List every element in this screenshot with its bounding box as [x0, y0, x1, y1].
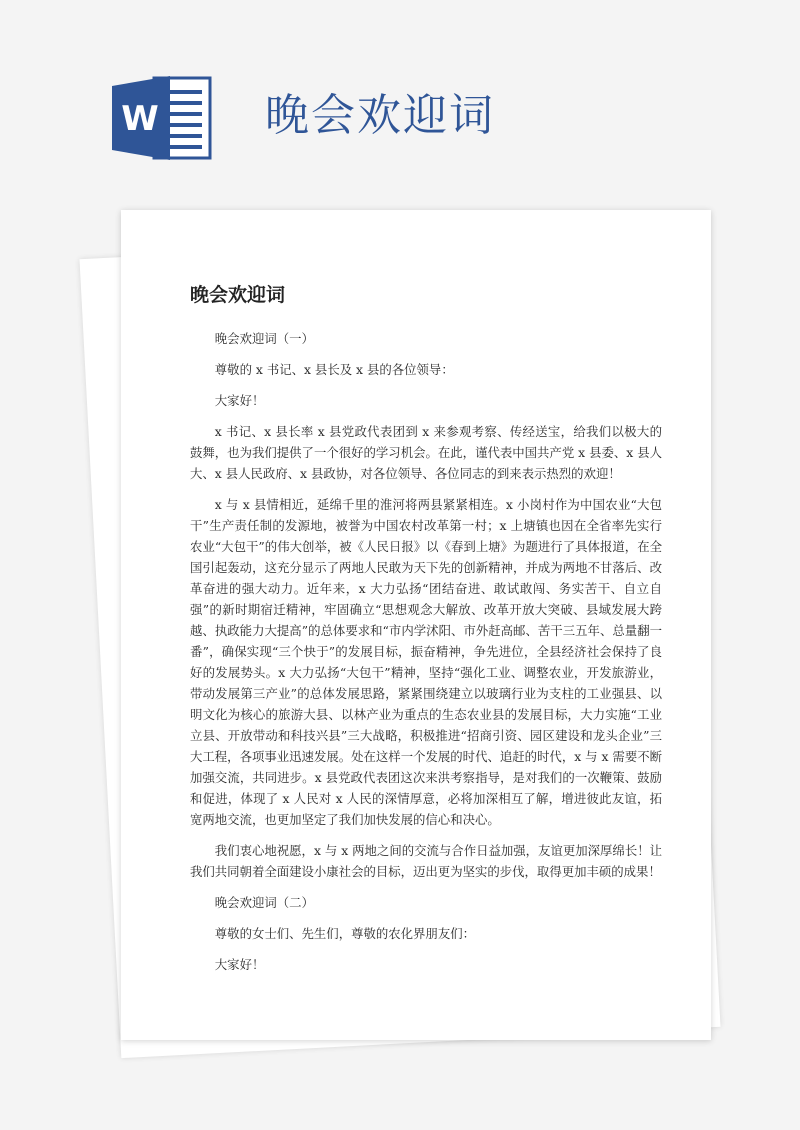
word-logo-letter: W	[121, 99, 159, 139]
greeting: 大家好！	[214, 393, 265, 408]
document-title: 晚会欢迎词	[190, 284, 286, 306]
greeting: 大家好！	[214, 957, 265, 972]
page-title: 晚会欢迎词	[265, 90, 495, 141]
word-document-icon	[112, 74, 212, 162]
body-paragraph: x 与 x 县情相近，延绵千里的淮河将两县紧紧相连。x 小岗村作为中国农业“大包干”生产责任制的发源地，被誉为中国农村改革第一村；x 上塘镇也因在全省率先实行农业“大包干”的伟大创举，被《人民日报》以《春到上塘》为题进行了具体报道，在全国引起轰动，这充分显示了两地人民敢为天下先的创新精神，并成为两地不甘落后、改革奋进的强大动力。近年来，x 大力弘扬“团结奋进、敢试敢闯、务实苦干、自立自强”的新时期宿迁精神，牢固确立“思想观念大解放、改革开放大突破、县域发展大跨越、执政能力大提高”的总体要求和“市内学沭阳、市外赶高邮、苦干三五年、总量翻一番”，确保实现“三个快于”的发展目标，振奋精神，争先进位，全县经济社会保持了良好的发展势头。x 大力弘扬“大包干”精神，坚持“强化工业、调整农业，开发旅游业，带动发展第三产业”的总体发展思路，紧紧围绕建立以玻璃行业为支柱的工业强县、以明文化为核心的旅游大县、以林产业为重点的生态农业县的发展目标，大力实施“工业立县、开放带动和科技兴县”三大战略，积极推进“招商引资、园区建设和龙头企业”三大工程，各项事业迅速发展。处在这样一个发展的时代、追赶的时代，x 与 x 需要不断加强交流，共同进步。x 县党政代表团这次来洪考察指导，是对我们的一次鞭策、鼓励和促进，体现了 x 人民对 x 人民的深情厚意，必将加深相互了解，增进彼此友谊，拓宽两地交流，也更加坚定了我们加快发展的信心和决心。	[190, 497, 662, 827]
section-heading-1: 晚会欢迎词（一）	[214, 331, 314, 346]
document-body	[190, 328, 662, 985]
salutation: 尊敬的女士们、先生们，尊敬的农化界朋友们：	[214, 926, 475, 941]
document-page	[121, 210, 711, 1040]
body-paragraph: 我们衷心地祝愿，x 与 x 两地之间的交流与合作日益加强，友谊更加深厚绵长！让我们共同朝着全面建设小康社会的目标，迈出更为坚实的步伐，取得更加丰硕的成果！	[190, 843, 662, 879]
body-paragraph: x 书记、x 县长率 x 县党政代表团到 x 来参观考察、传经送宝，给我们以极大的鼓舞，也为我们提供了一个很好的学习机会。在此，谨代表中国共产党 x 县委、x 县人大、x 县人民政府、x 县政协，对各位领导、各位同志的到来表示热烈的欢迎！	[190, 424, 662, 481]
section-heading-2: 晚会欢迎词（二）	[214, 895, 314, 910]
salutation: 尊敬的 x 书记、x 县长及 x 县的各位领导：	[214, 362, 454, 377]
